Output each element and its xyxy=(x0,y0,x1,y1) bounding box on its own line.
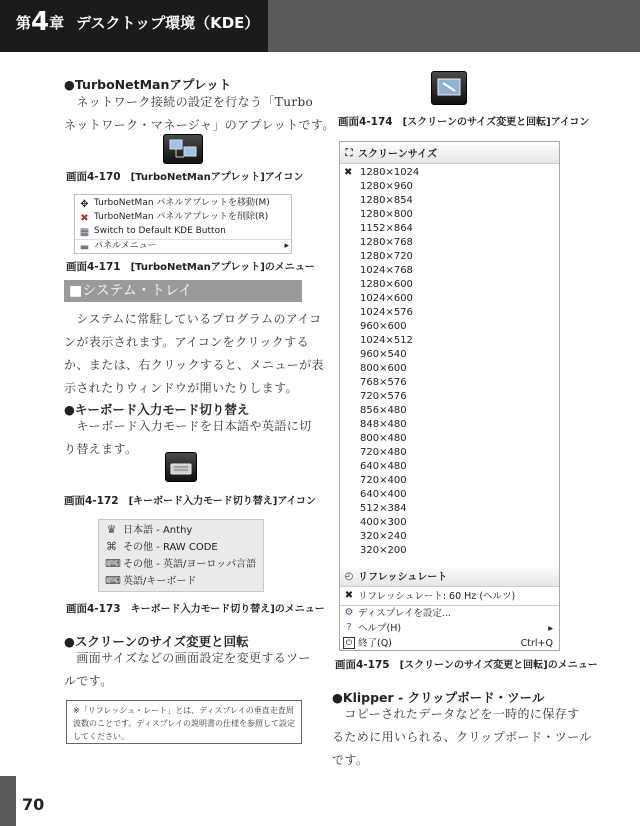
caption-number: 画面4-171 xyxy=(66,261,121,273)
kbd-body-line: り替えます。 xyxy=(64,442,138,456)
chapter-number: 4 xyxy=(31,7,50,37)
keyboard-icon: ⌨ xyxy=(105,574,121,587)
selected-resolution-x-icon: ✖ xyxy=(344,167,353,178)
help-icon: ? xyxy=(346,622,352,633)
menu-item-english-keyboard[interactable] xyxy=(105,572,196,589)
quit-icon: ⏻ xyxy=(343,637,355,649)
resolution-item[interactable]: 1152×864 xyxy=(360,223,413,234)
menu-item-label: 終了(Q) xyxy=(358,638,392,649)
rawcode-icon: ⌘ xyxy=(106,540,117,553)
submenu-arrow-icon: ▸ xyxy=(284,241,289,251)
menu-item-label: リフレッシュレート: 60 Hz (ヘルツ) xyxy=(358,591,516,602)
keyboard-mode-icon xyxy=(165,452,197,482)
caption-text: [キーボード入力モード切り替え]アイコン xyxy=(128,496,317,507)
klipper-body-line: るために用いられる、クリップボード・ツール xyxy=(332,730,592,744)
move-icon: ✥ xyxy=(80,199,89,210)
caption-number: 画面4-172 xyxy=(64,495,119,507)
submenu-arrow-icon: ▸ xyxy=(548,623,553,634)
resolution-item[interactable]: 1024×576 xyxy=(360,307,413,318)
klipper-heading: ●Klipper - クリップボード・ツール xyxy=(332,690,545,705)
refresh-rate-header-label: リフレッシュレート xyxy=(358,572,448,583)
screen-resize-icon-graphic xyxy=(432,72,466,104)
screen-size-header-label: スクリーンサイズ xyxy=(358,149,437,160)
resolution-item[interactable]: 1024×512 xyxy=(360,335,413,346)
page-number: 70 xyxy=(22,795,45,814)
menu-item-refresh-60hz[interactable] xyxy=(340,589,559,604)
resolution-item[interactable]: 512×384 xyxy=(360,503,407,514)
menu-item-configure-display[interactable] xyxy=(340,606,559,621)
turbonet-context-menu xyxy=(74,194,292,254)
resolution-item[interactable]: 1024×600 xyxy=(360,293,413,304)
systray-body-line: か、または、右クリックすると、メニューが表 xyxy=(64,358,324,372)
resolution-item[interactable]: 640×480 xyxy=(360,461,407,472)
keyboard-icon: ⌨ xyxy=(105,557,121,570)
resolution-item[interactable]: 768×576 xyxy=(360,377,407,388)
screen-size-header xyxy=(340,145,559,164)
klipper-body xyxy=(332,703,592,772)
kbd-heading: ●キーボード入力モード切り替え xyxy=(64,402,250,417)
screen-heading: ●スクリーンのサイズ変更と回転 xyxy=(64,634,249,649)
resolution-item[interactable]: 400×300 xyxy=(360,517,407,528)
resize-arrows-icon: ⛶ xyxy=(345,148,353,159)
caption-4-172 xyxy=(64,492,316,508)
systray-body xyxy=(64,308,324,400)
systray-body-line: システムに常駐しているプログラムのアイコ xyxy=(64,312,322,326)
menu-item-label: その他 - RAW CODE xyxy=(123,542,218,553)
resolution-item[interactable]: 1280×720 xyxy=(360,251,413,262)
anthy-icon: ♛ xyxy=(106,523,117,536)
keyboard-mode-icon-graphic xyxy=(166,453,196,481)
resolution-item[interactable]: 800×480 xyxy=(360,433,407,444)
menu-item-label: 英語/キーボード xyxy=(123,576,197,587)
systray-body-line: ンが表示されます。アイコンをクリックする xyxy=(64,335,310,349)
page-number-tab xyxy=(0,776,16,826)
resolution-item[interactable]: 1280×960 xyxy=(360,181,413,192)
caption-text: [TurboNetManアプレット]アイコン xyxy=(130,172,304,183)
caption-4-170 xyxy=(66,168,304,184)
caption-4-175 xyxy=(335,656,598,672)
menu-item-label: パネルメニュー xyxy=(94,241,157,251)
menu-item-panel-menu[interactable] xyxy=(79,240,289,253)
resolution-item[interactable]: 720×400 xyxy=(360,475,407,486)
system-tray-section-bar: ■システム・トレイ xyxy=(64,280,302,302)
panel-icon: ▬ xyxy=(79,242,90,253)
resolution-item[interactable]: 320×200 xyxy=(360,545,407,556)
selected-x-icon: ✖ xyxy=(344,590,354,601)
resolution-item[interactable]: 1280×768 xyxy=(360,237,413,248)
input-mode-menu xyxy=(98,519,264,592)
menu-item-label: 日本語 - Anthy xyxy=(123,525,193,536)
menu-item-label: TurboNetMan パネルアプレットを削除(R) xyxy=(94,212,269,222)
screen-body-line: 画面サイズなどの画面設定を変更するツー xyxy=(64,651,311,665)
menu-item-label: TurboNetMan パネルアプレットを移動(M) xyxy=(94,198,270,208)
network-computers-icon xyxy=(163,134,203,164)
turbonet-body-line: ネットワーク接続の設定を行なう「Turbo xyxy=(64,95,314,109)
caption-text: キーボード入力モード切り替え]のメニュー xyxy=(130,604,325,615)
resolution-item[interactable]: 800×600 xyxy=(360,363,407,374)
screen-body-line: ルです。 xyxy=(64,674,113,688)
resolution-item[interactable]: 960×600 xyxy=(360,321,407,332)
refresh-rate-header xyxy=(340,568,559,587)
quit-shortcut: Ctrl+Q xyxy=(520,638,553,649)
caption-number: 画面4-173 xyxy=(66,603,121,615)
menu-item-raw-code[interactable] xyxy=(105,538,218,555)
menu-item-quit[interactable] xyxy=(340,636,559,651)
screen-resize-menu xyxy=(339,141,560,651)
screen-body xyxy=(64,647,311,693)
menu-item-help[interactable] xyxy=(340,621,559,636)
caption-text: [TurboNetManアプレット]のメニュー xyxy=(130,262,315,273)
kbd-body-line: キーボード入力モードを日本語や英語に切 xyxy=(64,419,312,433)
turbonet-heading: ●TurboNetManアプレット xyxy=(64,77,232,92)
caption-text: [スクリーンのサイズ変更と回転]のメニュー xyxy=(399,660,598,671)
menu-item-label: Switch to Default KDE Button xyxy=(94,226,226,236)
turbonet-body xyxy=(64,91,335,137)
resolution-item[interactable]: 1024×768 xyxy=(360,265,413,276)
menu-item-remove-applet[interactable] xyxy=(79,211,268,224)
resolution-item[interactable]: 1280×854 xyxy=(360,195,413,206)
resolution-item[interactable]: 320×240 xyxy=(360,531,407,542)
resolution-item[interactable]: 640×400 xyxy=(360,489,407,500)
menu-item-english-european[interactable] xyxy=(105,555,256,572)
menu-item-label: ヘルプ(H) xyxy=(358,623,402,634)
caption-number: 画面4-174 xyxy=(338,116,393,128)
remove-icon: ✖ xyxy=(80,213,89,224)
menu-item-label: その他 - 英語/ヨーロッパ言語 xyxy=(123,559,257,570)
network-computers-icon-graphic xyxy=(164,135,202,163)
turbonet-body-line: ネットワーク・マネージャ」のアプレットです。 xyxy=(64,118,335,132)
chapter-suffix: 章 xyxy=(49,14,65,32)
klipper-body-line: コピーされたデータなどを一時的に保存す xyxy=(332,707,580,721)
resolution-item[interactable]: 720×576 xyxy=(360,391,407,402)
chapter-title xyxy=(16,7,260,37)
clock-icon: ◴ xyxy=(344,571,354,582)
caption-text: [スクリーンのサイズ変更と回転]アイコン xyxy=(402,117,590,128)
caption-4-173 xyxy=(66,600,325,616)
resolution-item[interactable]: 848×480 xyxy=(360,419,407,430)
menu-item-label: ディスプレイを設定... xyxy=(358,608,451,619)
resolution-item[interactable]: 1280×600 xyxy=(360,279,413,290)
resolution-item[interactable]: 856×480 xyxy=(360,405,407,416)
klipper-body-line: です。 xyxy=(332,753,369,767)
menu-item-move-applet[interactable] xyxy=(79,197,270,210)
menu-item-switch-kde-button[interactable] xyxy=(79,225,226,238)
refresh-rate-note: ※「リフレッシュ・レート」とは、ディスプレイの垂直走査周波数のことです。ディスプレイの説明書の仕様を参照して設定してください。 xyxy=(66,700,302,744)
resolution-item[interactable]: 1280×800 xyxy=(360,209,413,220)
caption-number: 画面4-175 xyxy=(335,659,390,671)
chapter-prefix: 第 xyxy=(16,14,32,32)
chapter-heading: デスクトップ環境（KDE） xyxy=(76,14,260,32)
caption-4-171 xyxy=(66,258,315,274)
resolution-item[interactable]: 960×540 xyxy=(360,349,407,360)
resolution-item[interactable]: 720×480 xyxy=(360,447,407,458)
resolution-item[interactable]: 1280×1024 xyxy=(360,167,420,178)
systray-body-line: 示されたりウィンドウが開いたりします。 xyxy=(64,381,298,395)
menu-item-anthy[interactable] xyxy=(105,521,192,538)
screen-resize-icon xyxy=(431,71,467,105)
caption-4-174 xyxy=(338,113,589,129)
wrench-icon: ⚙ xyxy=(344,607,354,618)
kde-icon: ▦ xyxy=(79,227,90,238)
chapter-header xyxy=(0,0,640,52)
caption-number: 画面4-170 xyxy=(66,171,121,183)
